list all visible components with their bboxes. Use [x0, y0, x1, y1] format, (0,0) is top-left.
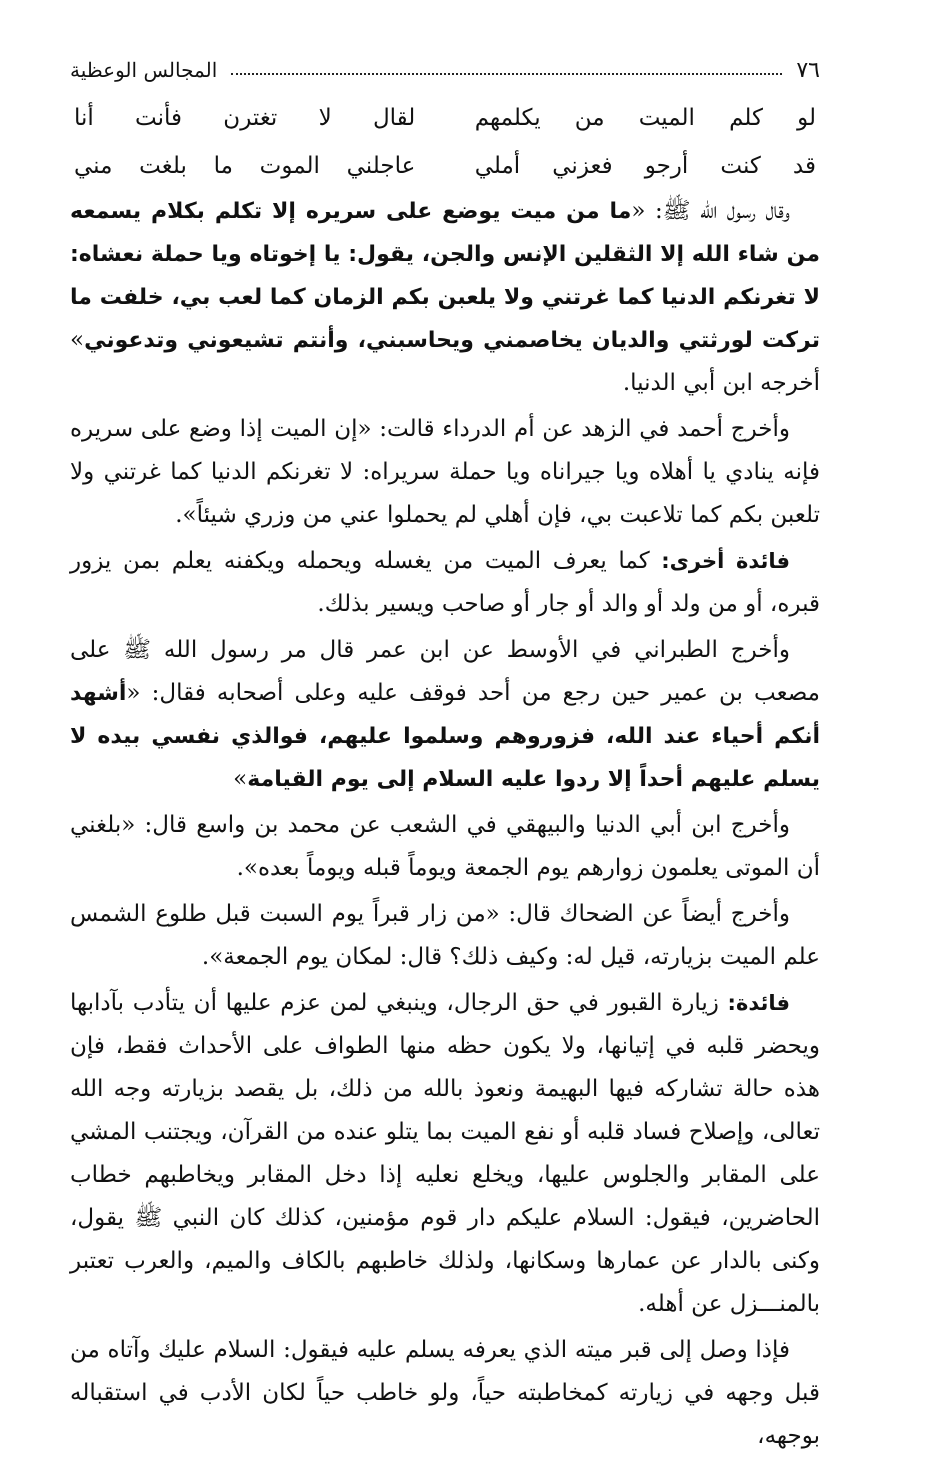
benefit-label: فائدة:: [727, 991, 790, 1015]
paragraph-benefit-visiting-graves: [70, 982, 820, 1326]
poem-verse: [70, 94, 820, 142]
paragraph-greeting-grave: فإذا وصل إلى قبر ميته الذي يعرفه يسلم عليه فيقول: السلام عليك وآتاه من قبل وجهه في زيارته كمخاطبته حياً، ولو خاطب حياً لكان الأدب في استقباله بوجهه،: [70, 1337, 820, 1449]
paragraph-citation: » أخرجه ابن أبي الدنيا.: [70, 327, 820, 396]
paragraph-intro: وأخرج الطبراني في الأوسط عن ابن عمر قال مر رسول الله ﷺ على مصعب بن عمير حين رجع من أحد فوقف عليه وعلى أصحابه فقال: «: [70, 637, 820, 706]
verse-first-hemistich: قد كنت أرجو فعزني أملي: [474, 153, 816, 179]
poem-verse: [70, 142, 820, 190]
benefit-label: فائدة أخرى:: [661, 549, 791, 573]
book-page: [70, 50, 820, 1449]
paragraph-hadith-speaking-dead: [70, 190, 820, 405]
paragraph-um-darda: وأخرج أحمد في الزهد عن أم الدرداء قالت: «إن الميت إذا وضع على سريره فإنه ينادي يا أهلاه ويا جيراناه ويا حملة سريراه: لا تغرنكم الدنيا كما غرتني ولا تلعبن بكم كما تلاعبت بي، فإن أهلي لم يحملوا عني من وزري شيئاً».: [70, 416, 820, 528]
verse-second-hemistich: لقال لا تغترن فأنت أنا: [74, 105, 416, 131]
paragraph-benefit-other: [70, 540, 820, 626]
page-header: [70, 50, 820, 90]
header-dotted-rule: [231, 73, 782, 75]
paragraph-end: »: [233, 766, 248, 792]
poem: [70, 94, 820, 190]
paragraph-intro: وقال رسول الله ﷺ: «: [631, 198, 791, 224]
hadith-text: أشهد أنكم أحياء عند الله، فزوروهم وسلموا عليهم، فوالذي نفسي بيده لا يسلم عليهم أحداً إلا ردوا عليه السلام إلى يوم القيامة: [70, 681, 820, 792]
benefit-text: زيارة القبور في حق الرجال، وينبغي لمن عزم عليها أن يتأدب بآدابها ويحضر قلبه في إتيانها، ولا يكون حظه منها الطواف على الأحداث فقط، فإن هذه حالة تشاركه فيها البهيمة ونعوذ بالله من ذلك، بل يقصد بزيارته وجه الله تعالى، وإصلاح فساد قلبه أو نفع الميت بما يتلو عنده من القرآن، ويجتنب المشي على المقابر والجلوس عليها، ويخلع نعليه إذا دخل المقابر ويخاطبهم خطاب الحاضرين، فيقول: السلام عليكم دار قوم مؤمنين، كذلك كان النبي ﷺ يقول، وكنى بالدار عن عمارها وسكانها، ولذلك خاطبهم بالكاف والميم، والعرب تعتبر بالمنـــزل عن أهله.: [70, 990, 820, 1317]
paragraph-dahhak: وأخرج أيضاً عن الضحاك قال: «من زار قبراً يوم السبت قبل طلوع الشمس علم الميت بزيارته، قيل له: وكيف ذلك؟ قال: لمكان يوم الجمعة».: [70, 901, 820, 970]
benefit-text: كما يعرف الميت من يغسله ويحمله ويكفنه يعلم بمن يزور قبره، أو من ولد أو والد أو جار أو صاحب ويسير بذلك.: [70, 548, 820, 617]
verse-first-hemistich: لو كلم الميت من يكلمهم: [474, 105, 816, 131]
verse-second-hemistich: عاجلني الموت ما بلغت مني: [74, 153, 416, 179]
paragraph-ibn-abi-dunya: وأخرج ابن أبي الدنيا والبيهقي في الشعب عن محمد بن واسع قال: «بلغني أن الموتى يعلمون زوارهم يوم الجمعة ويوماً قبله ويوماً بعده».: [70, 812, 820, 881]
hadith-text: ما من ميت يوضع على سريره إلا تكلم بكلام يسمعه من شاء الله إلا الثقلين الإنس والجن، يقول: يا إخوتاه ويا حملة نعشاه: لا تغرنكم الدنيا كما غرتني ولا يلعبن بكم الزمان كما لعب بي، خلفت ما تركت لورثتي والديان يخاصمني ويحاسبني، وأنتم تشيعوني وتدعوني: [70, 199, 820, 353]
book-title: المجالس الوعظية: [70, 58, 218, 82]
paragraph-tabarani: [70, 629, 820, 801]
page-number: ٧٦: [796, 57, 820, 83]
